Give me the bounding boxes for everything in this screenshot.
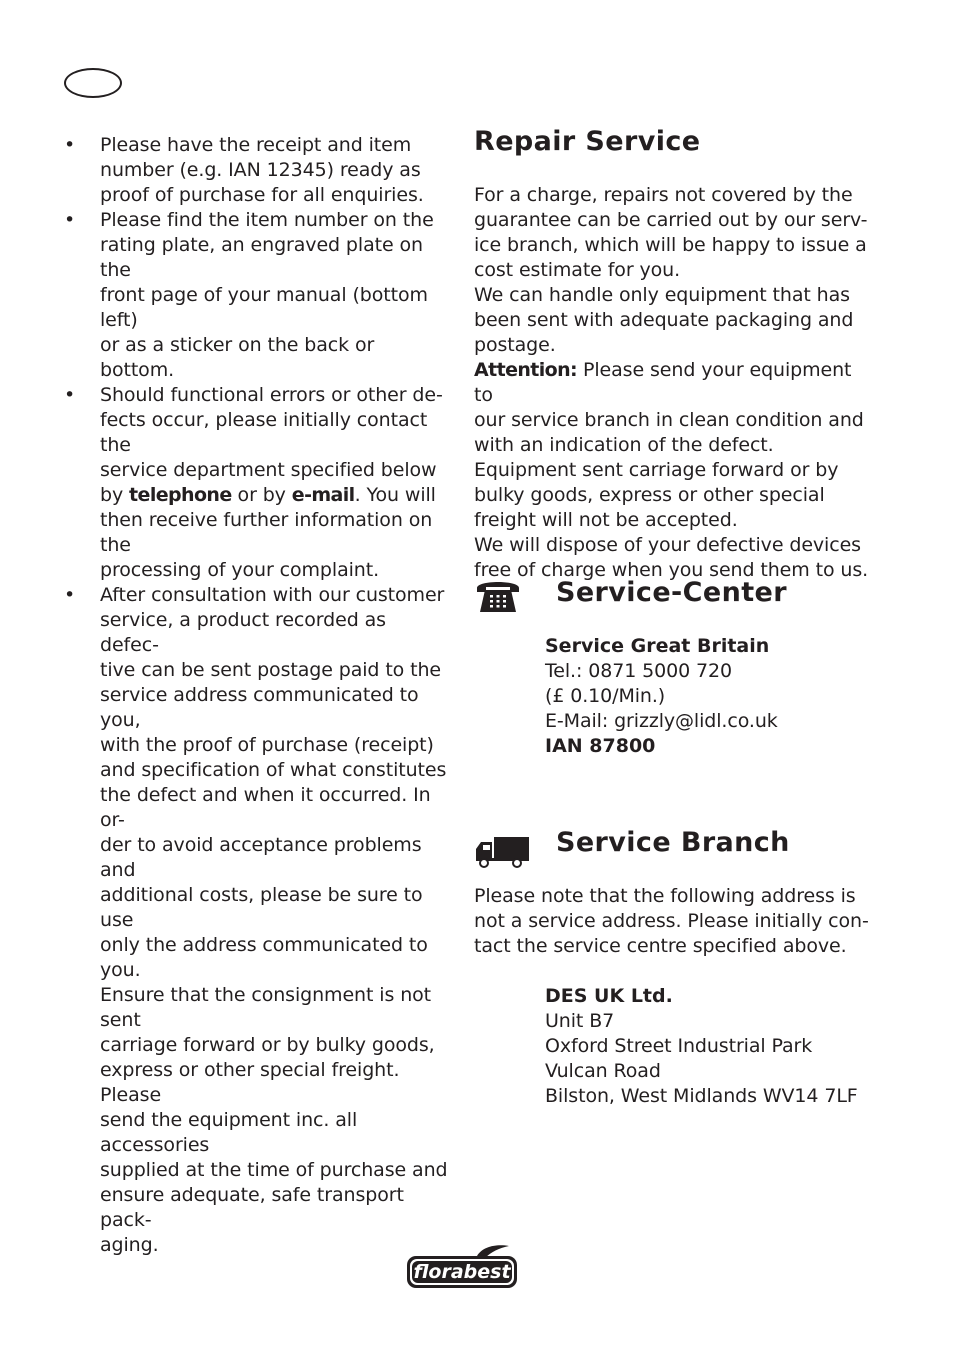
service-center-contact (545, 634, 778, 759)
repair-service-heading: Repair Service (474, 126, 701, 157)
instruction-list (64, 133, 448, 1258)
repair-service-text (474, 183, 874, 583)
florabest-logo (405, 1244, 519, 1290)
telephone-emphasis: telephone (129, 484, 232, 506)
list-item (64, 583, 448, 1258)
address-line: Oxford Street Industrial Park (545, 1035, 813, 1057)
list-item-text: After consultation with our customer service, a product recorded as defec- tive can be sent postage paid to the service address communicated to you, with the proof of purchase (receipt) and specification of what constitutes the defect and when it occurred. In or- der to avoid acceptance problems and additional costs, please be sure to use only the address communicated to you. Ensure that the consignment is not sent carriage forward or by bulky goods, express or other special freight. Please send the equipment inc. all accessories supplied at the time of purchase and ensure adequate, safe transport pack- aging. (100, 584, 448, 1256)
service-branch-note: Please note that the following address is not a service address. Please initially con- tact the service centre specified above. (474, 885, 869, 957)
service-center-name: Service Great Britain (545, 635, 770, 657)
list-item (64, 383, 448, 583)
repair-attention-paragraph (474, 358, 874, 583)
attention-text: Please send your equipment to our service branch in clean condition and with an indication of the defect. Equipment sent carriage forward or by bulky goods, express or other special freight will not be accepted. We will dispose of your defective devices free of charge when you send them to us. (474, 359, 869, 581)
service-center-phone: Tel.: 0871 5000 720 (545, 660, 732, 682)
service-center-heading: Service-Center (556, 577, 787, 608)
address-line: Vulcan Road (545, 1060, 661, 1082)
service-branch-heading: Service Branch (556, 827, 790, 858)
list-item-text: or by (231, 484, 292, 506)
service-center-email: E-Mail: grizzly@lidl.co.uk (545, 710, 778, 732)
svg-text:florabest: florabest (413, 1261, 511, 1283)
list-item-text: Please find the item number on the rating plate, an engraved plate on the front page of your manual (bottom left) or as a sticker on the back or bottom. (100, 209, 434, 381)
company-name: DES UK Ltd. (545, 985, 673, 1007)
email-emphasis: e-mail (291, 484, 355, 506)
list-item (64, 208, 448, 383)
address-line: Unit B7 (545, 1010, 615, 1032)
list-item-text: Should functional errors or other de- fects occur, please initially contact the service department specified below by (100, 384, 443, 506)
list-item-text: . You will then receive further information on the processing of your complaint. (100, 484, 436, 581)
language-badge (64, 68, 122, 98)
warranty-instructions (64, 133, 448, 1258)
ian-number: IAN 87800 (545, 735, 656, 757)
repair-paragraph: For a charge, repairs not covered by the guarantee can be carried out by our serv- ice branch, which will be happy to issue a cost estimate for you. We can handle only equipment that has been sent with adequate packaging and postage. (474, 184, 868, 356)
list-item-text: Please have the receipt and item number (e.g. IAN 12345) ready as proof of purchase for all enquiries. (100, 134, 424, 206)
list-item (64, 133, 448, 208)
address-line: Bilston, West Midlands WV14 7LF (545, 1085, 858, 1107)
telephone-icon (474, 576, 522, 614)
service-center-rate: (£ 0.10/Min.) (545, 685, 666, 707)
truck-icon (474, 834, 530, 868)
service-branch-address (545, 984, 858, 1109)
attention-label: Attention: (474, 359, 578, 381)
